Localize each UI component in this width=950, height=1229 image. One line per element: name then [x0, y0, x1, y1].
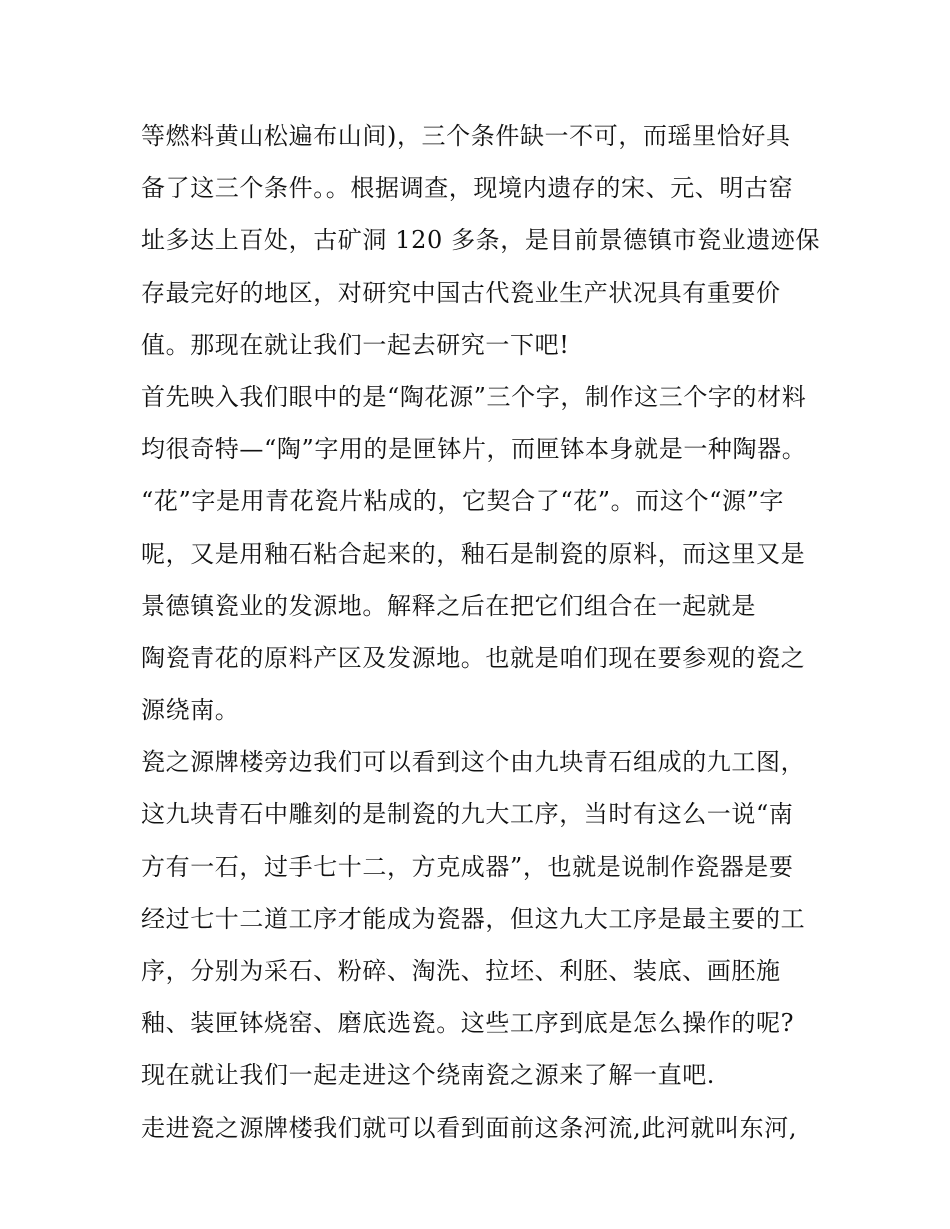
text-line: 等燃料黄山松遍布山间)，三个条件缺一不可，而瑶里恰好具 — [141, 122, 791, 150]
text-line: 经过七十二道工序才能成为瓷器，但这九大工序是最主要的工 — [141, 904, 806, 933]
text-line: 址多达上百处，古矿洞 120 多条，是目前景德镇市瓷业遗迹保 — [141, 226, 821, 255]
text-line: 存最完好的地区，对研究中国古代瓷业生产状况具有重要价 — [141, 278, 781, 307]
text-line: 值。那现在就让我们一起去研究一下吧! — [141, 330, 570, 359]
text-line: “花”字是用青花瓷片粘成的，它契合了“花”。而这个“源”字 — [141, 487, 785, 516]
text-line: 源绕南。 — [141, 696, 240, 725]
text-line: 走进瓷之源牌楼我们就可以看到面前这条河流,此河就叫东河, — [141, 1113, 798, 1142]
text-line: 釉、装匣钵烧窑、磨底选瓷。这些工序到底是怎么操作的呢? — [141, 1009, 795, 1038]
text-line: 瓷之源牌楼旁边我们可以看到这个由九块青石组成的九工图， — [141, 748, 806, 777]
text-line: 现在就让我们一起走进这个绕南瓷之源来了解一直吧. — [141, 1061, 716, 1090]
text-line: 首先映入我们眼中的是“陶花源”三个字，制作这三个字的材料 — [141, 382, 807, 411]
text-line: 景德镇瓷业的发源地。解释之后在把它们组合在一起就是 — [141, 591, 756, 620]
text-line: 陶瓷青花的原料产区及发源地。也就是咱们现在要参观的瓷之 — [141, 643, 806, 672]
text-line: 序，分别为采石、粉碎、淘洗、拉坯、利胚、装底、画胚施 — [141, 957, 781, 985]
text-line: 备了这三个条件。。根据调查，现境内遗存的宋、元、明古窑 — [141, 174, 794, 203]
text-line: 这九块青石中雕刻的是制瓷的九大工序，当时有这么一说“南 — [141, 800, 794, 829]
document-body — [141, 110, 831, 1154]
text-line: 方有一石，过手七十二，方克成器”，也就是说制作瓷器是要 — [141, 852, 794, 881]
text-line: 均很奇特—“陶”字用的是匣钵片，而匣钵本身就是一种陶器。 — [141, 435, 807, 464]
text-line: 呢，又是用釉石粘合起来的，釉石是制瓷的原料，而这里又是 — [141, 539, 806, 568]
